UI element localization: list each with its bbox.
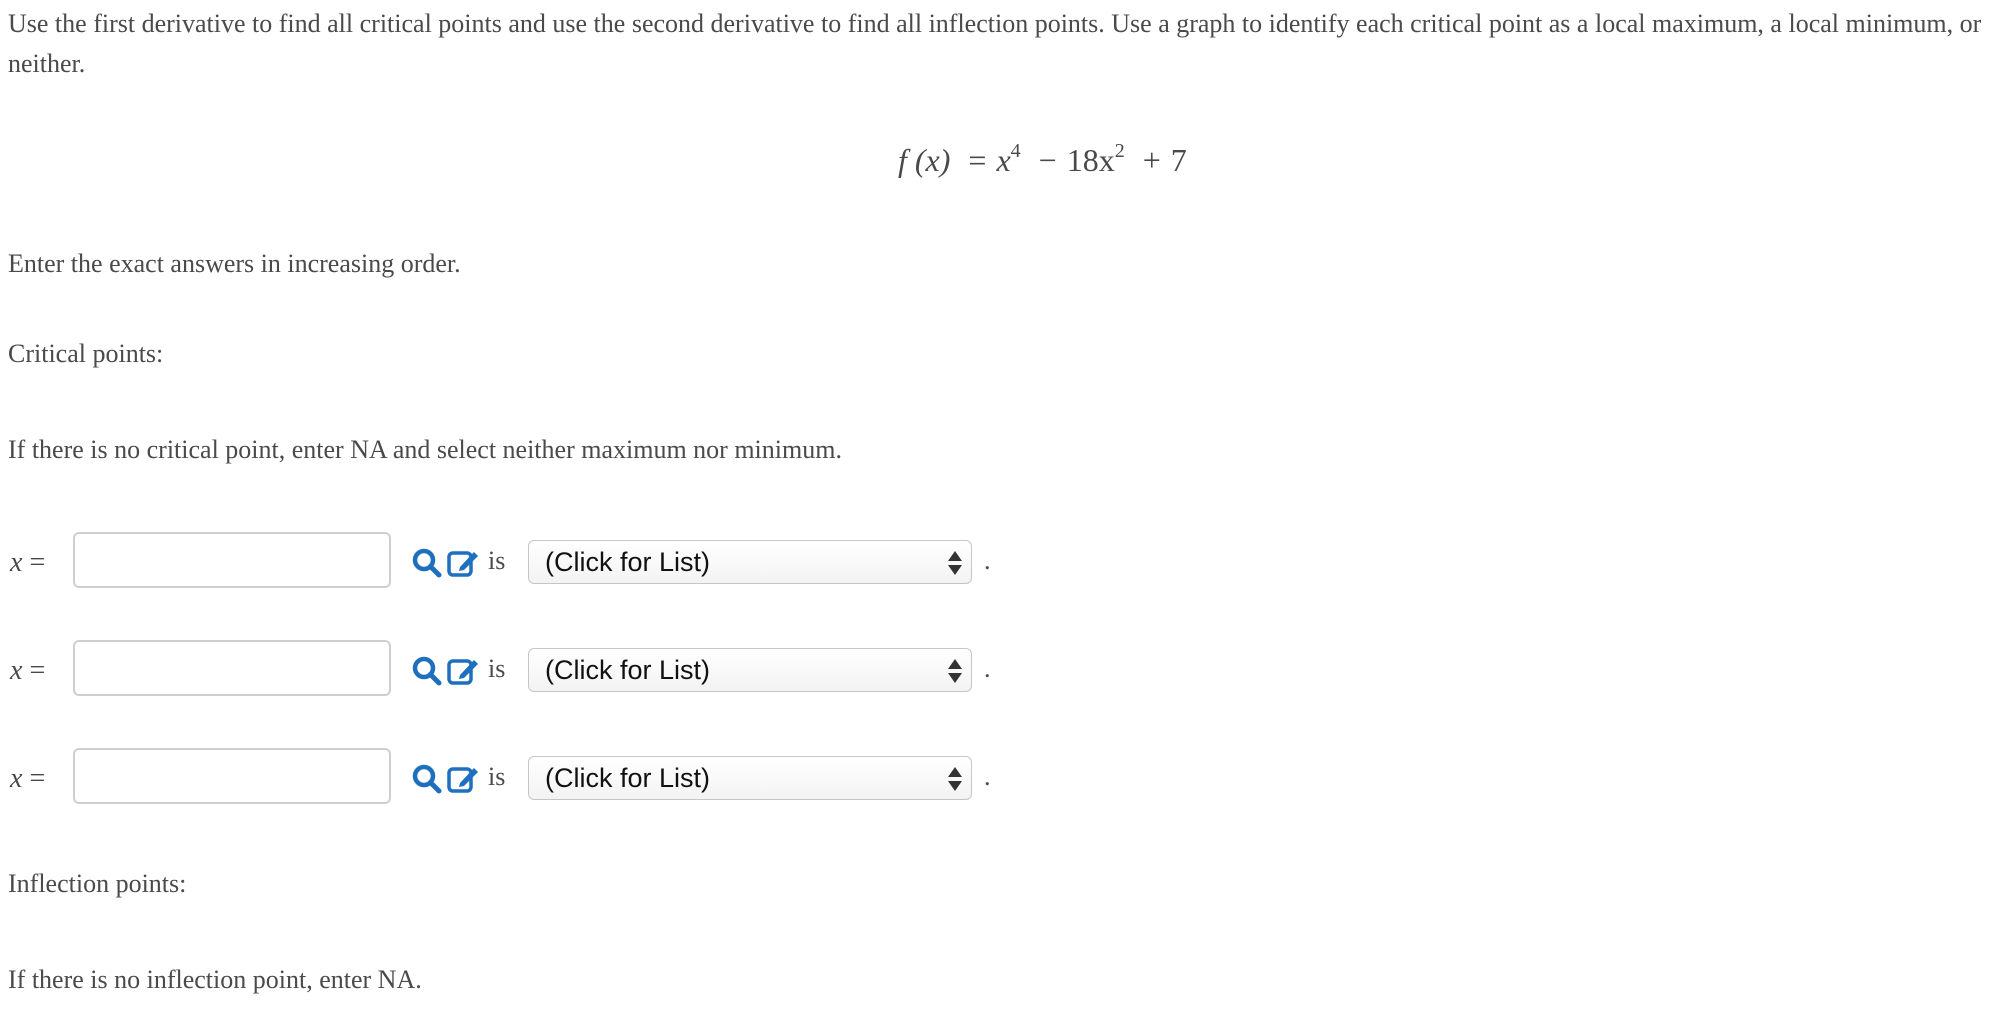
critical-point-input-2[interactable] — [73, 640, 391, 696]
no-inflection-point-instruction: If there is no inflection point, enter NA. — [8, 965, 422, 994]
critical-point-row-2 — [0, 640, 1100, 702]
updown-arrows-icon — [947, 550, 963, 576]
formula-term1-base: x — [996, 142, 1011, 178]
classification-select-2[interactable] — [528, 648, 972, 692]
select-value: (Click for List) — [545, 763, 711, 793]
inflection-points-label: Inflection points: — [8, 869, 187, 898]
select-value: (Click for List) — [545, 547, 711, 577]
select-value: (Click for List) — [545, 655, 711, 685]
x-equals-label: x = — [10, 655, 46, 686]
is-label: is — [488, 546, 506, 575]
no-critical-point-instruction: If there is no critical point, enter NA and select neither maximum nor minimum. — [8, 435, 842, 464]
classification-select-1[interactable] — [528, 540, 972, 584]
search-icon[interactable] — [410, 546, 444, 580]
x-equals-label: x = — [10, 763, 46, 794]
period: . — [984, 654, 991, 683]
formula-minus: − — [1038, 142, 1057, 178]
updown-arrows-icon — [947, 658, 963, 684]
period: . — [984, 546, 991, 575]
critical-point-row-1 — [0, 532, 1100, 594]
critical-point-input-3[interactable] — [73, 748, 391, 804]
function-formula — [898, 140, 1187, 180]
enter-exact-instruction: Enter the exact answers in increasing order. — [8, 249, 461, 278]
formula-equals: = — [968, 142, 987, 178]
formula-lhs: f (x) — [898, 142, 951, 178]
formula-term2-exp: 2 — [1114, 140, 1125, 162]
search-icon[interactable] — [410, 654, 444, 688]
question-intro: Use the first derivative to find all critical points and use the second derivative to find all inflection points. Use a graph to identify each critical point as a local maximum, a local minimum, or neither. — [8, 9, 1982, 78]
edit-icon[interactable] — [446, 762, 480, 796]
is-label: is — [488, 654, 506, 683]
edit-icon[interactable] — [446, 654, 480, 688]
formula-term2-base: 18x — [1066, 142, 1115, 178]
x-equals-label: x = — [10, 547, 46, 578]
critical-point-row-3 — [0, 748, 1100, 810]
search-icon[interactable] — [410, 762, 444, 796]
formula-term1-exp: 4 — [1010, 140, 1021, 162]
formula-plus: + — [1142, 142, 1161, 178]
critical-point-input-1[interactable] — [73, 532, 391, 588]
edit-icon[interactable] — [446, 546, 480, 580]
formula-constant: 7 — [1170, 142, 1187, 178]
critical-points-label: Critical points: — [8, 339, 164, 368]
period: . — [984, 762, 991, 791]
classification-select-3[interactable] — [528, 756, 972, 800]
is-label: is — [488, 762, 506, 791]
updown-arrows-icon — [947, 766, 963, 792]
